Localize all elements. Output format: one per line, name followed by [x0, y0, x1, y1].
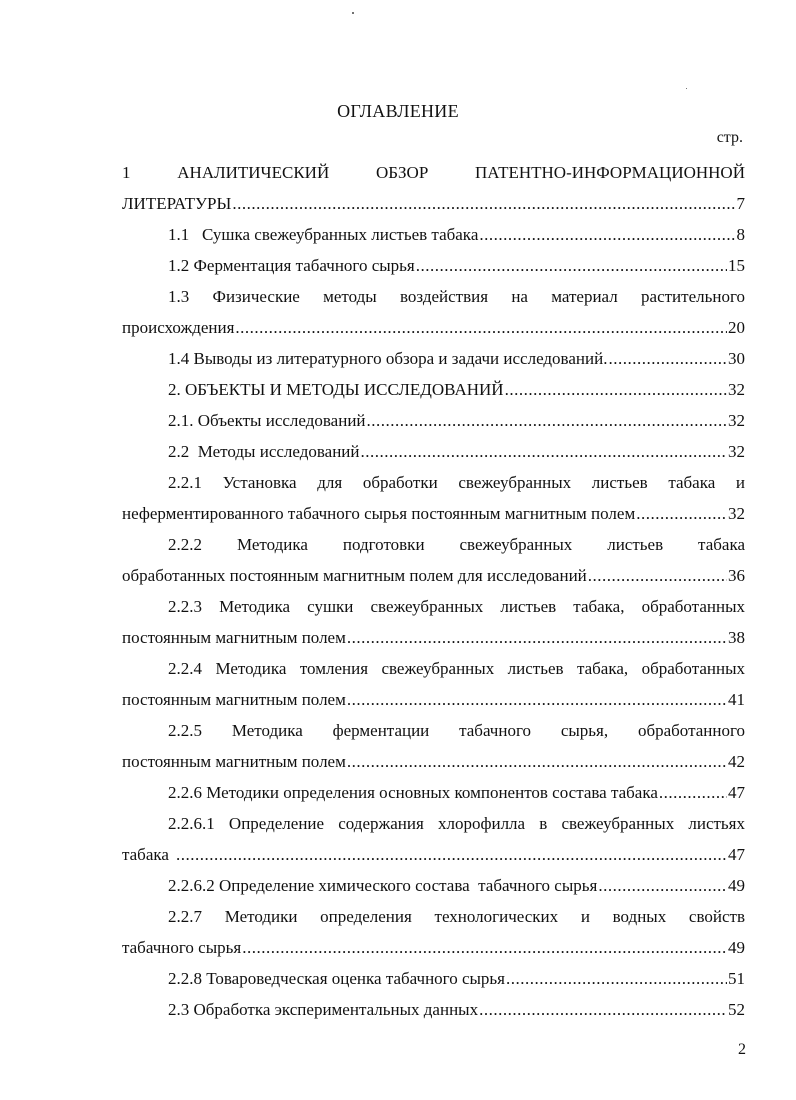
toc-entry-line — [122, 405, 745, 436]
toc-page-number: 36 — [728, 566, 745, 585]
scan-speck — [352, 12, 354, 14]
toc-page-number: 42 — [728, 752, 745, 771]
toc-entry-line — [122, 839, 745, 870]
toc-leader-dots — [608, 343, 727, 374]
toc-entry-text: 2.2.8 Товароведческая оценка табачного сырья — [168, 969, 506, 988]
toc-entry-text: 2.2 Методы исследований — [168, 442, 360, 461]
toc-leader-dots — [347, 746, 727, 777]
toc-entry-text: 2. ОБЪЕКТЫ И МЕТОДЫ ИССЛЕДОВАНИЙ — [168, 380, 504, 399]
toc-leader-dots — [598, 870, 727, 901]
toc-leader-dots — [636, 498, 727, 529]
toc-leader-dots — [232, 188, 735, 219]
toc-entry-line — [122, 312, 745, 343]
toc-entry-text: постоянным магнитным полем — [122, 752, 346, 771]
toc-leader-dots — [479, 994, 727, 1025]
toc-entry-line — [122, 374, 745, 405]
toc-entry-text: обработанных постоянным магнитным полем для исследований — [122, 566, 587, 585]
toc-page-number: 15 — [728, 256, 745, 275]
toc-leader-dots — [588, 560, 727, 591]
page-column-label: стр. — [716, 129, 743, 146]
toc-page-number: 51 — [728, 969, 745, 988]
toc-page-number: 7 — [736, 194, 745, 213]
toc-entry-text: происхождения — [122, 318, 235, 337]
toc-page-number: 52 — [728, 1000, 745, 1019]
toc-page-number: 32 — [728, 504, 745, 523]
toc-entry-line — [122, 219, 745, 250]
toc-entry-text: постоянным магнитным полем — [122, 628, 346, 647]
toc-page-number: 32 — [728, 380, 745, 399]
table-of-contents — [122, 157, 745, 1025]
page-title: ОГЛАВЛЕНИЕ — [337, 101, 459, 121]
toc-leader-dots — [361, 436, 727, 467]
toc-page-number: 30 — [728, 349, 745, 368]
toc-entry-line — [122, 498, 745, 529]
toc-page-number: 41 — [728, 690, 745, 709]
toc-entry-text: 2.2.6.2 Определение химического состава табачного сырья — [168, 876, 598, 895]
toc-entry-text: 2.3 Обработка экспериментальных данных — [168, 1000, 479, 1019]
toc-leader-dots — [659, 777, 727, 808]
toc-entry-line — [122, 188, 745, 219]
toc-leader-dots — [505, 374, 727, 405]
toc-entry-text: ЛИТЕРАТУРЫ — [122, 194, 232, 213]
toc-entry-line — [122, 994, 745, 1025]
toc-page-number: 32 — [728, 411, 745, 430]
toc-entry-text: 2.2.6 Методики определения основных компонентов состава табака — [168, 783, 658, 802]
toc-entry-line — [122, 560, 745, 591]
toc-entry-text: постоянным магнитным полем — [122, 690, 346, 709]
toc-entry-text: 1.1 Сушка свежеубранных листьев табака — [168, 225, 479, 244]
toc-entry-line: 2.2.6.1 Определение содержания хлорофилла в свежеубранных листьях — [168, 814, 745, 833]
toc-entry-line: 2.2.3 Методика сушки свежеубранных листьев табака, обработанных — [168, 597, 745, 616]
toc-entry-line: 1.3 Физические методы воздействия на материал растительного — [168, 287, 745, 306]
toc-entry-text: 1.2 Ферментация табачного сырья — [168, 256, 415, 275]
toc-page-number: 49 — [728, 938, 745, 957]
toc-page-number: 49 — [728, 876, 745, 895]
toc-entry-line: 2.2.2 Методика подготовки свежеубранных листьев табака — [168, 535, 745, 554]
toc-page-number: 47 — [728, 845, 745, 864]
toc-entry-text: 2.1. Объекты исследований — [168, 411, 366, 430]
toc-entry-line — [122, 777, 745, 808]
toc-entry-line — [122, 870, 745, 901]
toc-entry-line — [122, 250, 745, 281]
toc-entry-line — [122, 746, 745, 777]
toc-entry-text: табака — [122, 845, 169, 864]
toc-page-number: 47 — [728, 783, 745, 802]
toc-page-number: 20 — [728, 318, 745, 337]
toc-entry-line — [122, 932, 745, 963]
toc-leader-dots — [367, 405, 727, 436]
toc-entry-line — [122, 963, 745, 994]
toc-leader-dots — [479, 219, 735, 250]
toc-leader-dots — [347, 622, 727, 653]
toc-page-number: 32 — [728, 442, 745, 461]
toc-entry-line: 2.2.1 Установка для обработки свежеубранных листьев табака и — [168, 473, 745, 492]
toc-leader-dots — [235, 312, 727, 343]
toc-entry-line: 1 АНАЛИТИЧЕСКИЙ ОБЗОР ПАТЕНТНО-ИНФОРМАЦИОННОЙ — [122, 163, 745, 182]
toc-entry-line: 2.2.5 Методика ферментации табачного сырья, обработанного — [168, 721, 745, 740]
toc-leader-dots — [506, 963, 727, 994]
toc-entry-line: 2.2.4 Методика томления свежеубранных листьев табака, обработанных — [168, 659, 745, 678]
toc-leader-dots — [176, 839, 727, 870]
toc-entry-text: табачного сырья — [122, 938, 242, 957]
toc-leader-dots — [242, 932, 727, 963]
toc-leader-dots — [416, 250, 727, 281]
toc-entry-line — [122, 436, 745, 467]
toc-page-number: 8 — [736, 225, 745, 244]
toc-entry-text: 1.4 Выводы из литературного обзора и задачи исследований. — [168, 349, 608, 368]
toc-entry-line: 2.2.7 Методики определения технологических и водных свойств — [168, 907, 745, 926]
scan-speck — [686, 88, 687, 89]
toc-entry-line — [122, 343, 745, 374]
toc-entry-line — [122, 622, 745, 653]
toc-entry-line — [122, 684, 745, 715]
toc-page-number: 38 — [728, 628, 745, 647]
toc-entry-text: неферментированного табачного сырья постоянным магнитным полем — [122, 504, 636, 523]
page-number: 2 — [738, 1041, 746, 1058]
toc-leader-dots — [347, 684, 727, 715]
